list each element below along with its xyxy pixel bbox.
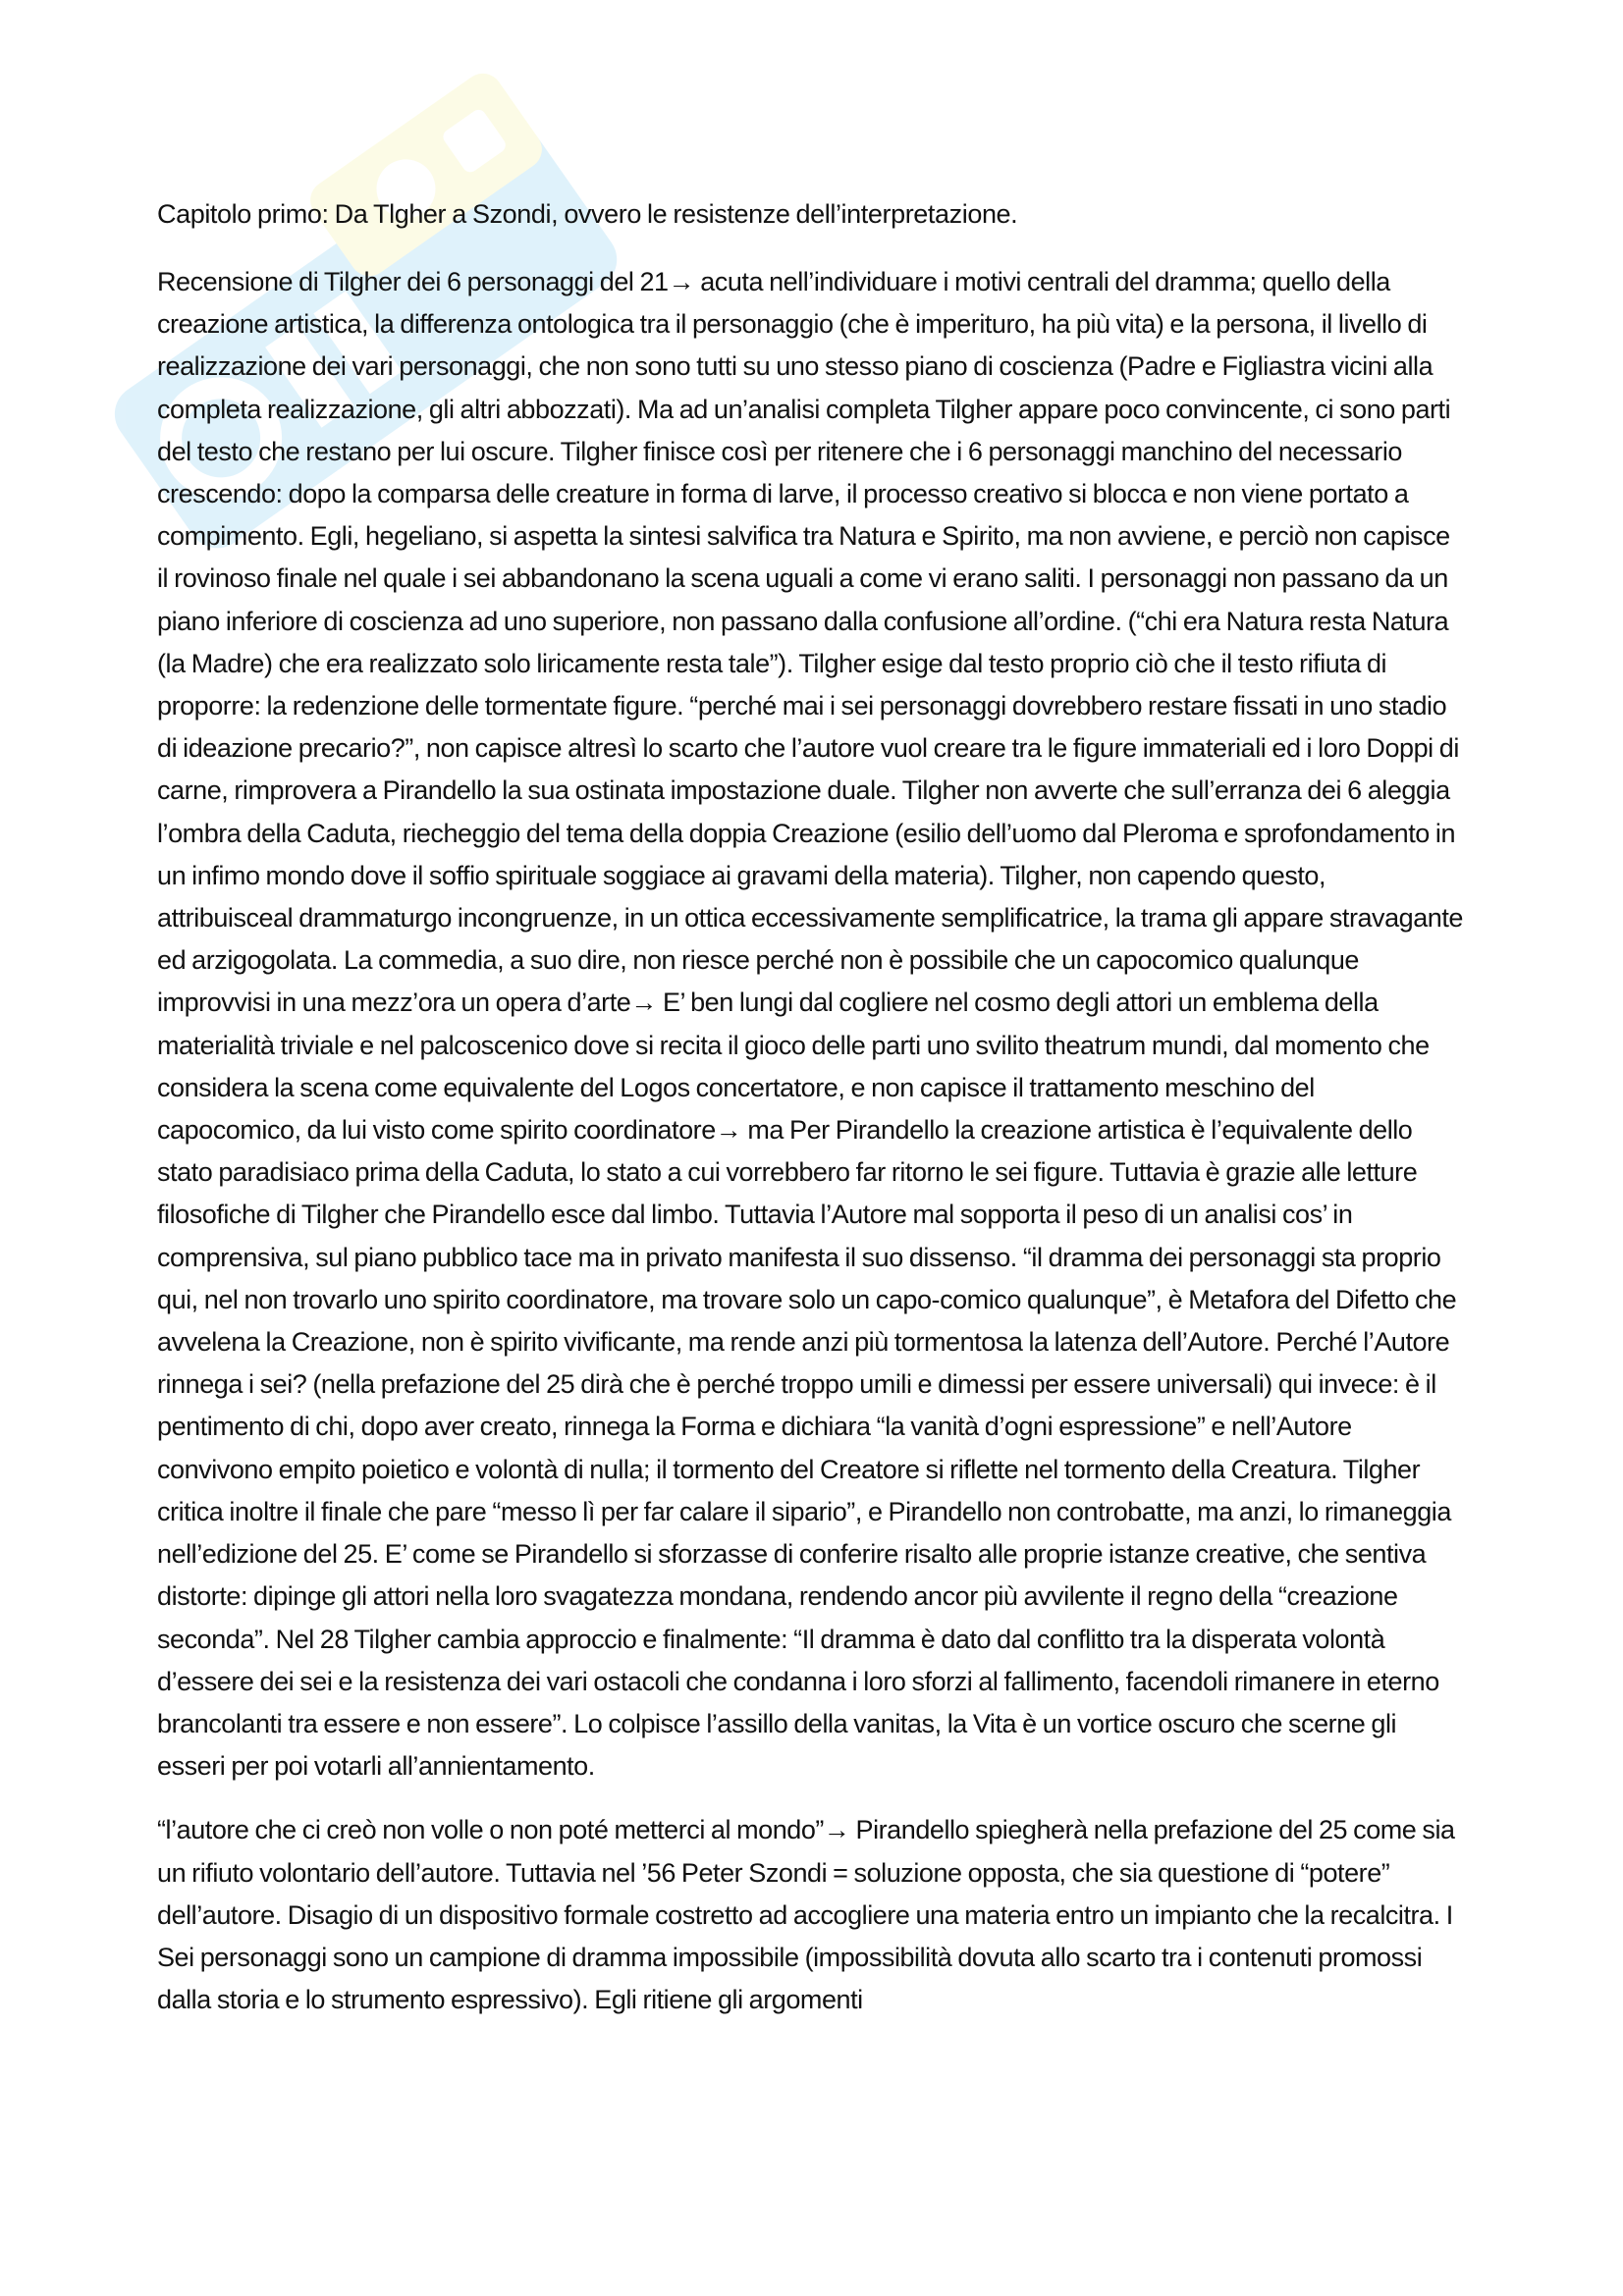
chapter-title: Capitolo primo: Da Tlgher a Szondi, ovvero le resistenze dell’interpretazione.	[157, 199, 1018, 229]
paragraph-tilgher-review: Recensione di Tilgher dei 6 personaggi del 21→ acuta nell’individuare i motivi centrali del dramma; quello della creazione artistica, la differenza ontologica tra il personaggio (che è imperituro, ha più vita) e la persona, il livello di realizzazione dei vari personaggi, che non sono tutti su uno stesso piano di coscienza (Padre e Figliastra vicini alla completa realizzazione, gli altri abbozzati). Ma ad un’analisi completa Tilgher appare poco convincente, ci sono parti del testo che restano per lui oscure. Tilgher finisce così per ritenere che i 6 personaggi manchino del necessario crescendo: dopo la comparsa delle creature in forma di larve, il processo creativo si blocca e non viene portato a compimento. Egli, hegeliano, si aspetta la sintesi salvifica tra Natura e Spirito, ma non avviene, e perciò non capisce il rovinoso finale nel quale i sei abbandonano la scena uguali a come vi erano saliti. I personaggi non passano da un piano inferiore di coscienza ad uno superiore, non passano dalla confusione all’ordine. (“chi era Natura resta Natura (la Madre) che era realizzato solo liricamente resta tale”). Tilgher esige dal testo proprio ciò che il testo rifiuta di proporre: la redenzione delle tormentate figure. “perché mai i sei personaggi dovrebbero restare fissati in uno stadio di ideazione precario?”, non capisce altresì lo scarto che l’autore vuol creare tra le figure immateriali ed i loro Doppi di carne, rimprovera a Pirandello la sua ostinata impostazione duale. Tilgher non avverte che sull’erranza dei 6 aleggia l’ombra della Caduta, riecheggio del tema della doppia Creazione (esilio dell’uomo dal Pleroma e sprofondamento in un infimo mondo dove il soffio spirituale soggiace ai gravami della materia). Tilgher, non capendo questo, attribuisceal drammaturgo incongruenze, in un ottica eccessivamente semplificatrice, la trama gli appare stravagante ed arzigogolata. La commedia, a suo dire, non riesce perché non è possibile che un capocomico qualunque improvvisi in una mezz’ora un opera d’arte→ E’ ben lungi dal cogliere nel cosmo degli attori un emblema della materialità triviale e nel palcoscenico dove si recita il gioco delle parti uno svilito theatrum mundi, dal momento che considera la scena come equivalente del Logos concertatore, e non capisce il trattamento meschino del capocomico, da lui visto come spirito coordinatore→ ma Per Pirandello la creazione artistica è l’equivalente dello stato paradisiaco prima della Caduta, lo stato a cui vorrebbero far ritorno le sei figure. Tuttavia è grazie alle letture filosofiche di Tilgher che Pirandello esce dal limbo. Tuttavia l’Autore mal sopporta il peso di un analisi cos’ in comprensiva, sul piano pubblico tace ma in privato manifesta il suo dissenso. “il dramma dei personaggi sta proprio qui, nel non trovarlo uno spirito coordinatore, ma trovare solo un capo-comico qualunque”, è Metafora del Difetto che avvelena la Creazione, non è spirito vivificante, ma rende anzi più tormentosa la latenza dell’Autore. Perché l’Autore rinnega i sei? (nella prefazione del 25 dirà che è perché troppo umili e dimessi per essere universali) qui invece: è il pentimento di chi, dopo aver creato, rinnega la Forma e dichiara “la vanità d’ogni espressione” e nell’Autore convivono empito poietico e volontà di nulla; il tormento del Creatore si riflette nel tormento della Creatura. Tilgher critica inoltre il finale che pare “messo lì per far calare il sipario”, e Pirandello non controbatte, ma anzi, lo rimaneggia nell’edizione del 25. E’ come se Pirandello si sforzasse di conferire risalto alle proprie istanze creative, che sentiva distorte: dipinge gli attori nella loro svagatezza mondana, rendendo ancor più avvilente il regno della “creazione seconda”. Nel 28 Tilgher cambia approccio e finalmente: “Il dramma è dato dal conflitto tra la disperata volontà d’essere dei sei e la resistenza dei vari ostacoli che condanna i loro sforzi al fallimento, facendoli rimanere in eterno brancolanti tra essere e non essere”. Lo colpisce l’assillo della vanitas, la Vita è un vortice oscuro che scerne gli esseri per poi votarli all’annientamento.	[157, 267, 1463, 1782]
paragraph-szondi: “l’autore che ci creò non volle o non poté metterci al mondo”→ Pirandello spiegherà nella prefazione del 25 come sia un rifiuto volontario dell’autore. Tuttavia nel ’56 Peter Szondi = soluzione opposta, che sia questione di “potere” dell’autore. Disagio di un dispositivo formale costretto ad accogliere una materia entro un impianto che la recalcitra. I Sei personaggi sono un campione di dramma impossibile (impossibilità dovuta allo scarto tra i contenuti promossi dalla storia e lo strumento espressivo). Egli ritiene gli argomenti	[157, 1815, 1455, 2015]
document-page	[157, 192, 1463, 2043]
